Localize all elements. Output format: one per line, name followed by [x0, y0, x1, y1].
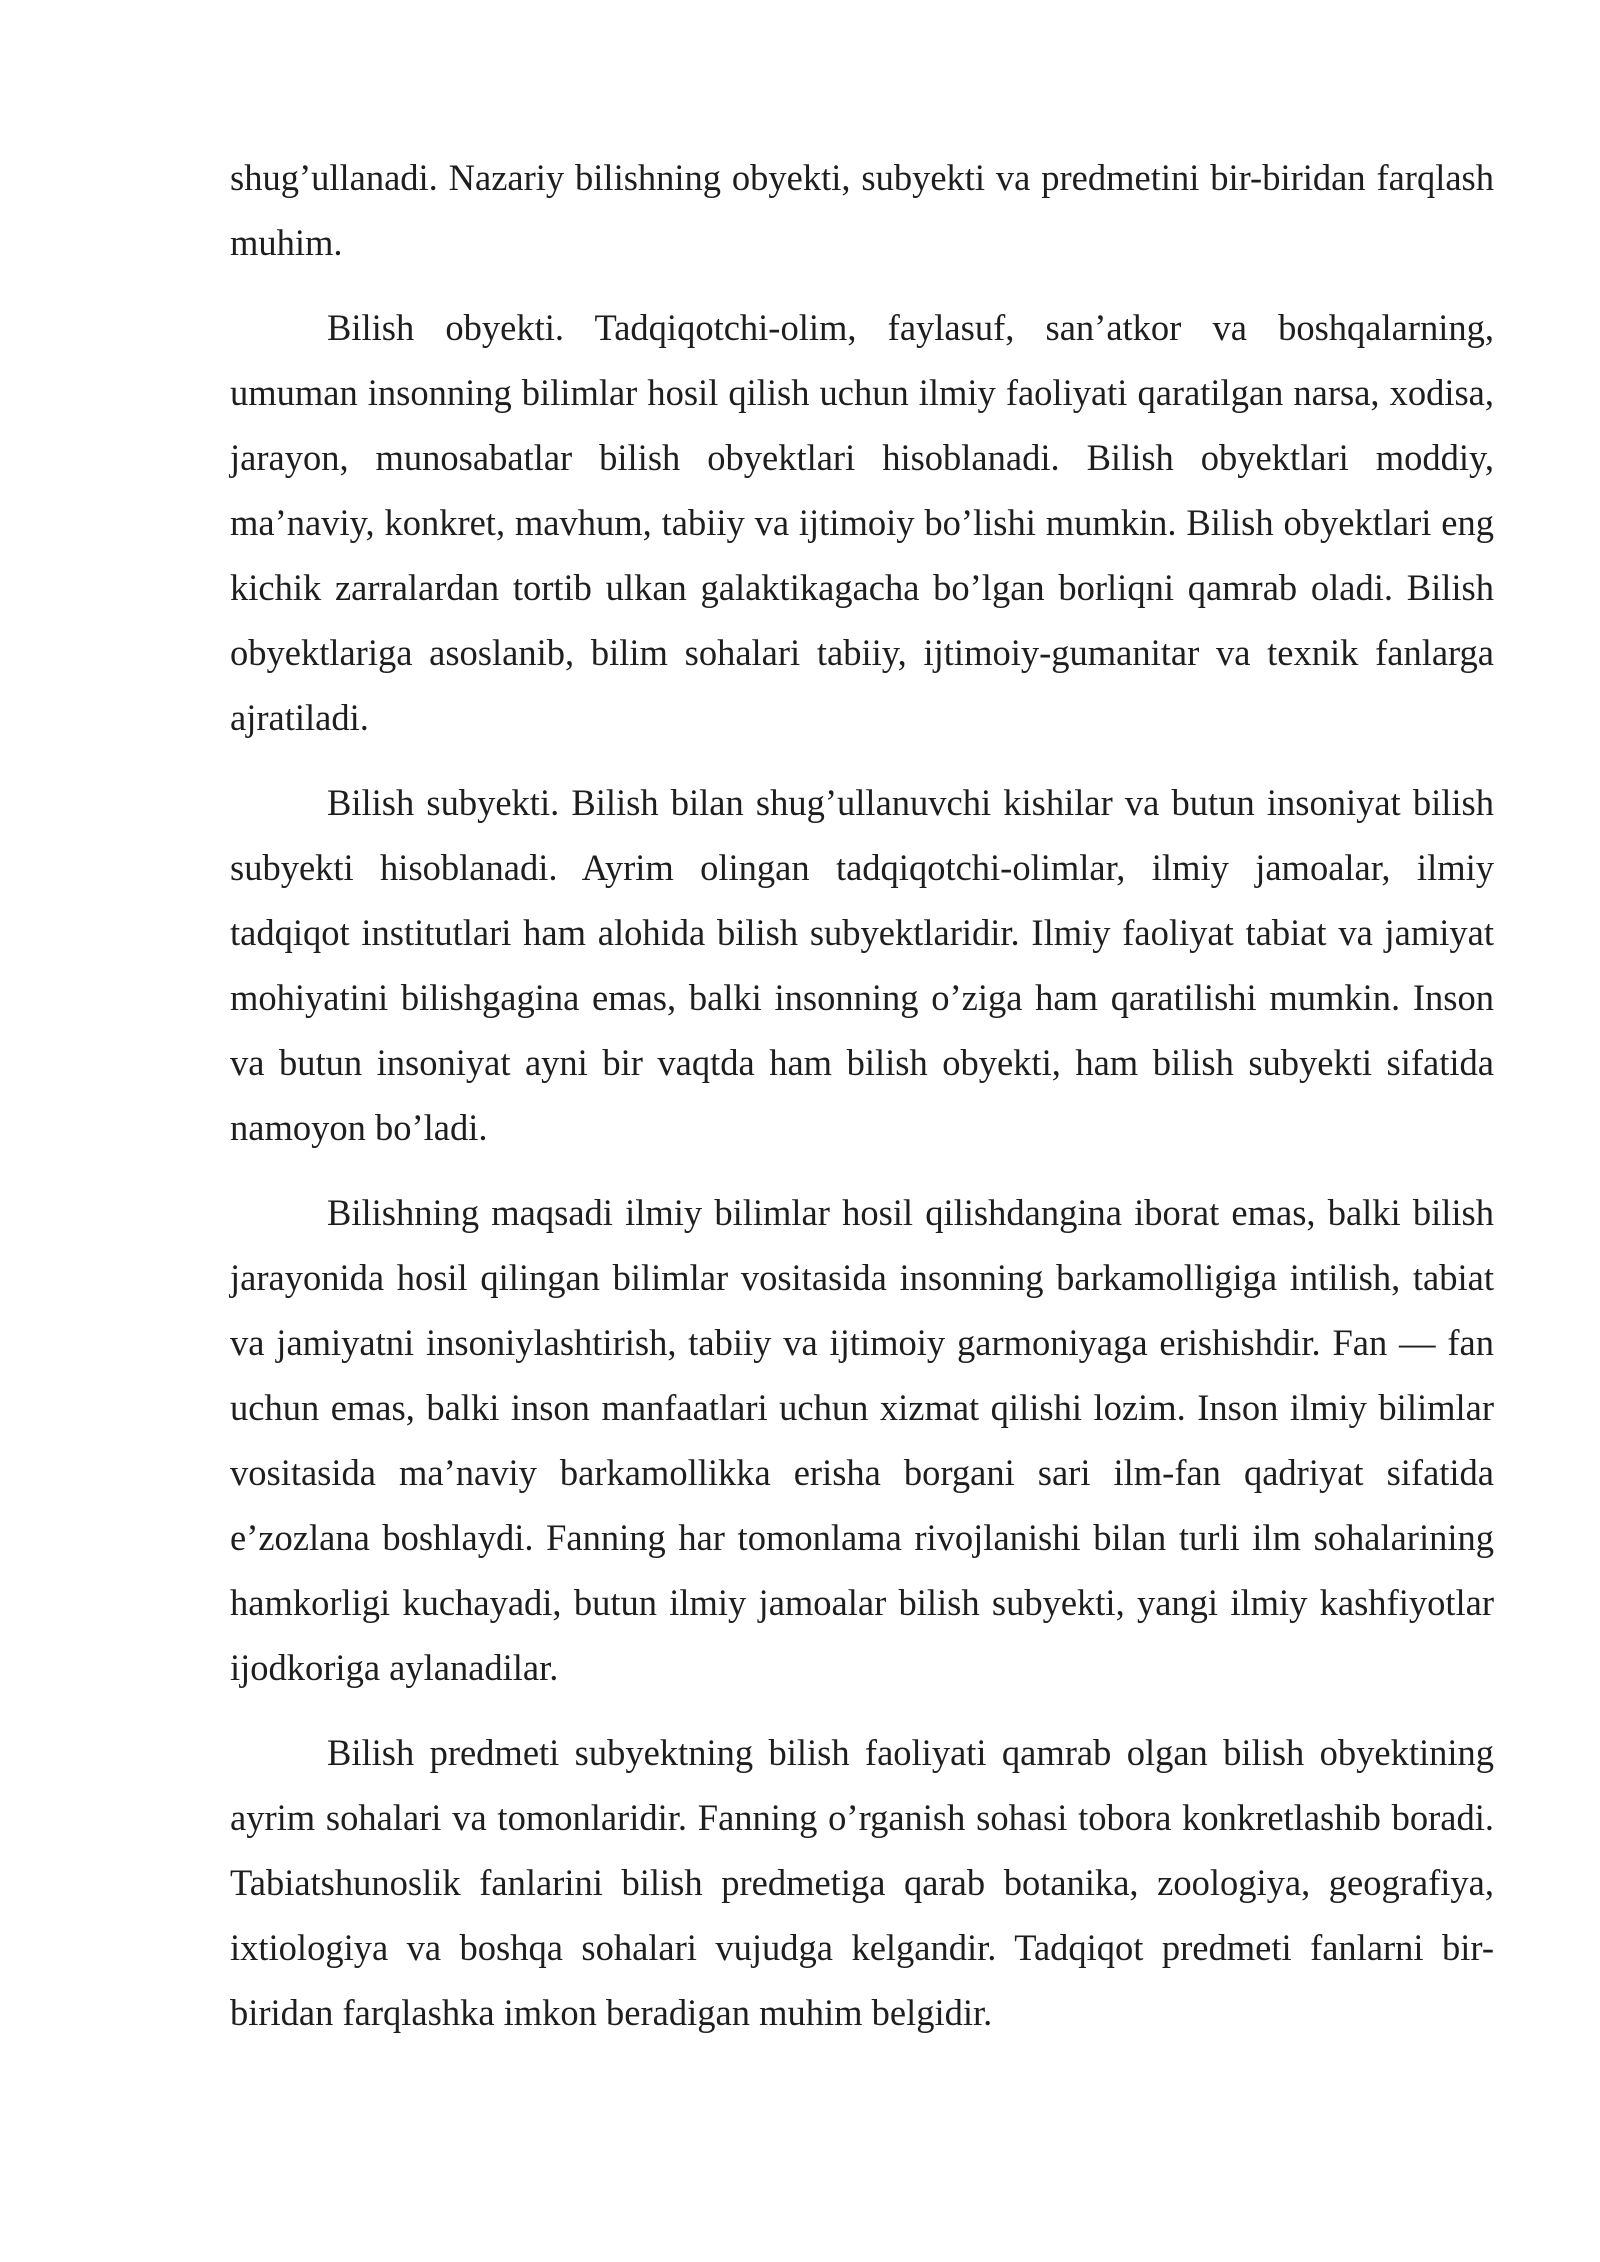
- paragraph-bilish-subyekti: Bilish subyekti. Bilish bilan shug’ullanuvchi kishilar va butun insoniyat bilish subyekti hisoblanadi. Ayrim olingan tadqiqotchi-olimlar, ilmiy jamoalar, ilmiy tadqiqot institutlari ham alohida bilish subyektlaridir. Ilmiy faoliyat tabiat va jamiyat mohiyatini bilishgagina emas, balki insonning o’ziga ham qaratilishi mumkin. Inson va butun insoniyat ayni bir vaqtda ham bilish obyekti, ham bilish subyekti sifatida namoyon bo’ladi.: [230, 782, 1494, 1148]
- paragraph-bilish-predmeti: Bilish predmeti subyektning bilish faoliyati qamrab olgan bilish obyektining ayrim sohalari va tomonlaridir. Fanning o’rganish sohasi tobora konkretlashib boradi. Tabiatshunoslik fanlarini bilish predmetiga qarab botanika, zoologiya, geografiya, ixtiologiya va boshqa sohalari vujudga kelgandir. Tadqiqot predmeti fanlarni bir-biridan farqlashka imkon beradigan muhim belgidir.: [230, 1732, 1494, 2033]
- paragraph-continuation: shug’ullanadi. Nazariy bilishning obyekti, subyekti va predmetini bir-biridan farqlash muhim.: [230, 157, 1494, 263]
- document-body: [230, 145, 1494, 2065]
- paragraph-bilish-obyekti: Bilish obyekti. Tadqiqotchi-olim, faylasuf, san’atkor va boshqalarning, umuman insonning bilimlar hosil qilish uchun ilmiy faoliyati qaratilgan narsa, xodisa, jarayon, munosabatlar bilish obyektlari hisoblanadi. Bilish obyektlari moddiy, ma’naviy, konkret, mavhum, tabiiy va ijtimoiy bo’lishi mumkin. Bilish obyektlari eng kichik zarralardan tortib ulkan galaktikagacha bo’lgan borliqni qamrab oladi. Bilish obyektlariga asoslanib, bilim sohalari tabiiy, ijtimoiy-gumanitar va texnik fanlarga ajratiladi.: [230, 307, 1494, 738]
- paragraph-bilishning-maqsadi: Bilishning maqsadi ilmiy bilimlar hosil qilishdangina iborat emas, balki bilish jarayonida hosil qilingan bilimlar vositasida insonning barkamolligiga intilish, tabiat va jamiyatni insoniylashtirish, tabiiy va ijtimoiy garmoniyaga erishishdir. Fan — fan uchun emas, balki inson manfaatlari uchun xizmat qilishi lozim. Inson ilmiy bilimlar vositasida ma’naviy barkamollikka erisha borgani sari ilm-fan qadriyat sifatida e’zozlana boshlaydi. Fanning har tomonlama rivojlanishi bilan turli ilm sohalarining hamkorligi kuchayadi, butun ilmiy jamoalar bilish subyekti, yangi ilmiy kashfiyotlar ijodkoriga aylanadilar.: [230, 1192, 1494, 1688]
